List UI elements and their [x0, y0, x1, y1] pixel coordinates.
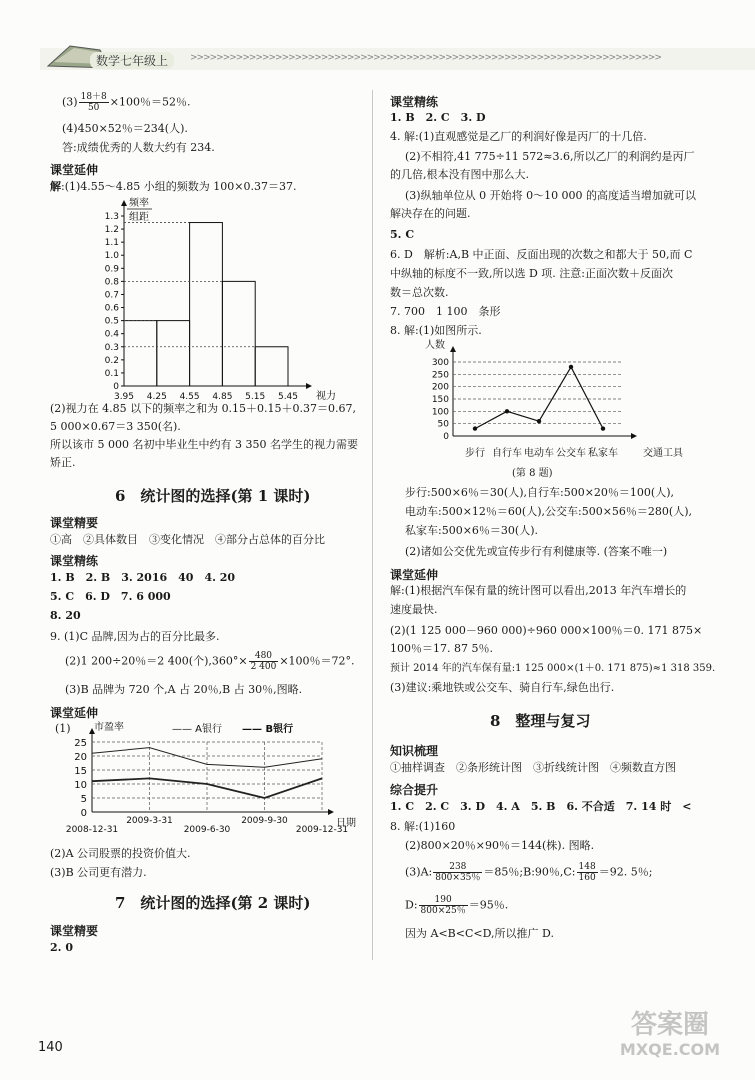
right-r16: (2)诸如公交优先或宣传步行有利健康等. (答案不唯一) [405, 545, 668, 558]
left-ext4: 所以该市 5 000 名初中毕业生中约有 3 350 名学生的视力需要 [50, 438, 358, 451]
right-z2: 8. 解:(1)160 [390, 820, 456, 833]
left-jy-content: ①高 ②具体数目 ③变化情况 ④部分占总体的百分比 [50, 533, 325, 546]
right-r4: 的几倍,根本没有图中那么大. [390, 168, 529, 181]
left-ext3: 5 000×0.67＝3 350(名). [50, 420, 181, 433]
right-y4: 100％＝17. 87 5％. [390, 642, 493, 655]
right-y2: 速度最快. [390, 603, 438, 616]
right-jl-title: 课堂精练 [390, 95, 439, 109]
left-jl1: 1. B 2. B 3. 2016 40 4. 20 [50, 571, 236, 584]
x-tick-label: 步行 [465, 448, 485, 459]
x-axis-label: 日期 [336, 818, 356, 829]
x-axis-label: 视力 [316, 391, 336, 402]
x-tick-label: 2009-3-31 [126, 816, 173, 826]
header-dots: >>>>>>>>>>>>>>>>>>>>>>>>>>>>>>>>>>>>>>>>>>>>>>>>>>>>>>>>>>>>>>>>>>>>>>>> [190, 53, 661, 63]
page-number: 140 [38, 1040, 63, 1055]
right-y1: 解:(1)根据汽车保有量的统计图可以看出,2013 年汽车增长的 [390, 584, 687, 597]
y-tick-label: 0 [80, 808, 87, 819]
histogram-bar [255, 347, 288, 386]
left-ext2: (2)视力在 4.85 以下的频率之和为 0.15＋0.15＋0.37＝0.67, [50, 402, 357, 415]
x-tick-label: 2008-12-31 [65, 825, 119, 835]
right-z1: 1. C 2. C 3. D 4. A 5. B 6. 不合适 7. 14 时 < [390, 800, 692, 813]
x-tick-label: 2009-9-30 [241, 816, 288, 826]
y-tick-label: 100 [431, 407, 449, 418]
right-z4: (3)A: $\frac{238}{800\times 35\%}$ ＝85％;B:90％,C: $\frac{148}{160}$ ＝92. 5％; [405, 862, 653, 883]
x-axis-label: 交通工具 [643, 448, 683, 459]
right-r2: 4. 解:(1)直观感觉是乙厂的利润好像是丙厂的十几倍. [390, 130, 647, 143]
data-point [569, 365, 573, 369]
x-tick-label: 2009-6-30 [183, 825, 231, 835]
y-tick-label: 150 [431, 395, 449, 405]
right-zs: ①抽样调查 ②条形统计图 ③折线统计图 ④频数直方图 [390, 761, 676, 774]
chart-caption: (第 8 题) [512, 468, 553, 479]
section-8-title: 8 整理与复习 [490, 712, 591, 730]
column-divider [372, 90, 373, 960]
y-tick-label: 25 [74, 738, 87, 749]
left-answer: 答:成绩优秀的人数大约有 234. [62, 141, 215, 154]
right-z6: 因为 A<B<C<D,所以推广 D. [405, 927, 554, 940]
x-axis-arrow [306, 383, 312, 389]
y-tick-label: 1.2 [104, 225, 119, 236]
left-ext1: 解:(1)4.55～4.85 小组的频数为 100×0.37＝37. [50, 180, 297, 193]
y-tick-label: 1.1 [104, 238, 119, 249]
right-y6: (3)建议:乘地铁或公交车、骑自行车,绿色出行. [390, 681, 615, 694]
left-jy2-title: 课堂精要 [50, 924, 99, 938]
x-tick-label: 5.15 [245, 392, 266, 402]
y-tick-label: 0 [113, 382, 119, 392]
y-tick-label: 0.6 [104, 303, 119, 314]
y-axis-label-bottom: 组距 [129, 212, 149, 223]
data-point [537, 419, 541, 423]
y-tick-label: 200 [431, 382, 449, 393]
legend-a: —— A银行 [172, 724, 223, 735]
right-z3: (2)800×20％×90％＝144(株). 图略. [405, 839, 595, 852]
y-tick-label: 0.5 [104, 316, 119, 327]
left-p4: (4)450×52％＝234(人). [62, 122, 188, 135]
y-tick-label: 15 [74, 766, 87, 777]
right-r14: 电动车:500×12％＝60(人),公交车:500×56％＝280(人), [405, 505, 692, 518]
histogram-bar [157, 321, 190, 386]
y-tick-label: 1.0 [104, 251, 119, 262]
right-z5: D: $\frac{190}{800\times 25\%}$ ＝95％. [405, 895, 509, 916]
header-banner [40, 40, 755, 76]
right-r10: 数＝总次数. [390, 286, 449, 299]
left-yj2: (2)A 公司股票的投资价值大. [50, 847, 191, 860]
left-jy2-content: 2. 0 [50, 941, 73, 954]
y-axis-label-top: 频率 [129, 198, 149, 209]
right-zh-title: 综合提升 [390, 783, 439, 797]
x-tick-label: 4.85 [212, 392, 233, 402]
right-y5: 预计 2014 年的汽车保有量:1 125 000×(1＋0. 171 875)≈1 318 359. [390, 663, 716, 674]
y-tick-label: 0.8 [104, 277, 119, 288]
data-point [473, 426, 477, 430]
data-point [601, 426, 605, 430]
y-tick-label: 0 [443, 432, 449, 442]
y-tick-label: 20 [74, 752, 87, 763]
y-tick-label: 0.2 [104, 355, 119, 366]
legend-b: —— B银行 [242, 724, 294, 735]
y-tick-label: 10 [74, 780, 87, 791]
left-jl2: 5. C 6. D 7. 6 000 [50, 590, 171, 603]
right-r15: 私家车:500×6％＝30(人). [405, 524, 538, 537]
left-ext-title: 课堂延伸 [50, 163, 99, 177]
header-title: 数学七年级上 [90, 52, 174, 69]
left-p3: (3) $\frac{18+8}{50}$ ×100％＝52％. [62, 92, 191, 113]
y-tick-label: 0.3 [104, 342, 119, 353]
y-axis-label: 人数 [425, 340, 445, 351]
right-r9: 中纵轴的标度不一致,所以选 D 项. 注意:正面次数＋反面次 [390, 267, 674, 280]
right-y3: (2)(1 125 000－960 000)÷960 000×100％＝0. 171 875× [390, 624, 703, 637]
y-tick-label: 250 [431, 370, 449, 381]
watermark-line2: MXQE.COM [619, 1040, 721, 1059]
x-tick-label: 自行车 [492, 448, 522, 459]
x-tick-label: 5.45 [277, 392, 299, 402]
right-r7: 5. C [390, 228, 415, 241]
watermark [600, 1010, 740, 1060]
transport-line-chart [415, 338, 735, 462]
section-7-title: 7 统计图的选择(第 2 课时) [115, 894, 311, 912]
y-axis-arrow [121, 200, 127, 206]
histogram-chart [96, 196, 336, 410]
x-tick-label: 公交车 [556, 448, 586, 459]
left-jy-title: 课堂精要 [50, 516, 99, 530]
right-r6: 解决存在的问题. [390, 207, 471, 220]
left-yj-title: 课堂延伸 [50, 706, 99, 720]
section-6-title: 6 统计图的选择(第 1 课时) [115, 487, 311, 505]
y-tick-label: 300 [431, 358, 449, 368]
left-jl3: 8. 20 [50, 609, 81, 622]
y-axis-arrow [450, 346, 456, 352]
left-jl5: (2)1 200÷20％＝2 400(个),360°× $\frac{480}{2 400}$ ×100％＝72°. [65, 651, 355, 672]
y-tick-label: 50 [437, 419, 449, 430]
right-r3: (2)不相符,41 775÷11 572≈3.6,所以乙厂的利润约是丙厂 [405, 150, 695, 163]
x-tick-label: 4.55 [179, 392, 200, 402]
right-r13: 步行:500×6％＝30(人),自行车:500×20％＝100(人), [405, 486, 674, 499]
data-point [505, 409, 509, 413]
right-r1: 1. B 2. C 3. D [390, 111, 486, 124]
left-yj-p1: (1) [55, 722, 71, 735]
left-jl6: (3)B 品牌为 720 个,A 占 20％,B 占 30％,图略. [65, 683, 303, 696]
histogram-bar [222, 281, 255, 386]
left-ext5: 矫正. [50, 456, 76, 469]
left-yj3: (3)B 公司更有潜力. [50, 866, 147, 879]
right-r11: 7. 700 1 100 条形 [390, 305, 501, 318]
x-axis-arrow [631, 433, 637, 439]
y-tick-label: 0.1 [104, 368, 119, 379]
x-axis-arrow [328, 809, 334, 815]
y-tick-label: 0.9 [104, 264, 119, 275]
right-r8: 6. D 解析:A,B 中正面、反面出现的次数之和都大于 50,而 C [390, 248, 693, 261]
histogram-bar [124, 321, 157, 386]
left-jl-title: 课堂精练 [50, 554, 99, 568]
left-jl4: 9. (1)C 品牌,因为占的百分比最多. [50, 630, 220, 643]
x-tick-label: 私家车 [588, 448, 618, 459]
right-r5: (3)纵轴单位从 0 开始将 0～10 000 的高度适当增加就可以 [405, 189, 697, 202]
x-tick-label: 电动车 [524, 448, 554, 459]
right-r12: 8. 解:(1)如图所示. [390, 324, 482, 337]
y-axis-label: 市盈率 [94, 722, 124, 733]
y-tick-label: 5 [80, 794, 87, 805]
watermark-line1: 答案圈 [630, 1010, 709, 1040]
x-tick-label: 2009-12-31 [295, 825, 349, 835]
right-yj-title: 课堂延伸 [390, 568, 439, 582]
histogram-bar [190, 223, 223, 386]
y-tick-label: 0.4 [104, 329, 119, 340]
y-tick-label: 1.3 [104, 212, 119, 222]
right-zs-title: 知识梳理 [390, 744, 439, 758]
x-tick-label: 4.25 [146, 392, 167, 402]
y-tick-label: 0.7 [104, 290, 119, 301]
x-tick-label: 3.95 [113, 392, 135, 402]
stock-line-chart [60, 722, 360, 846]
